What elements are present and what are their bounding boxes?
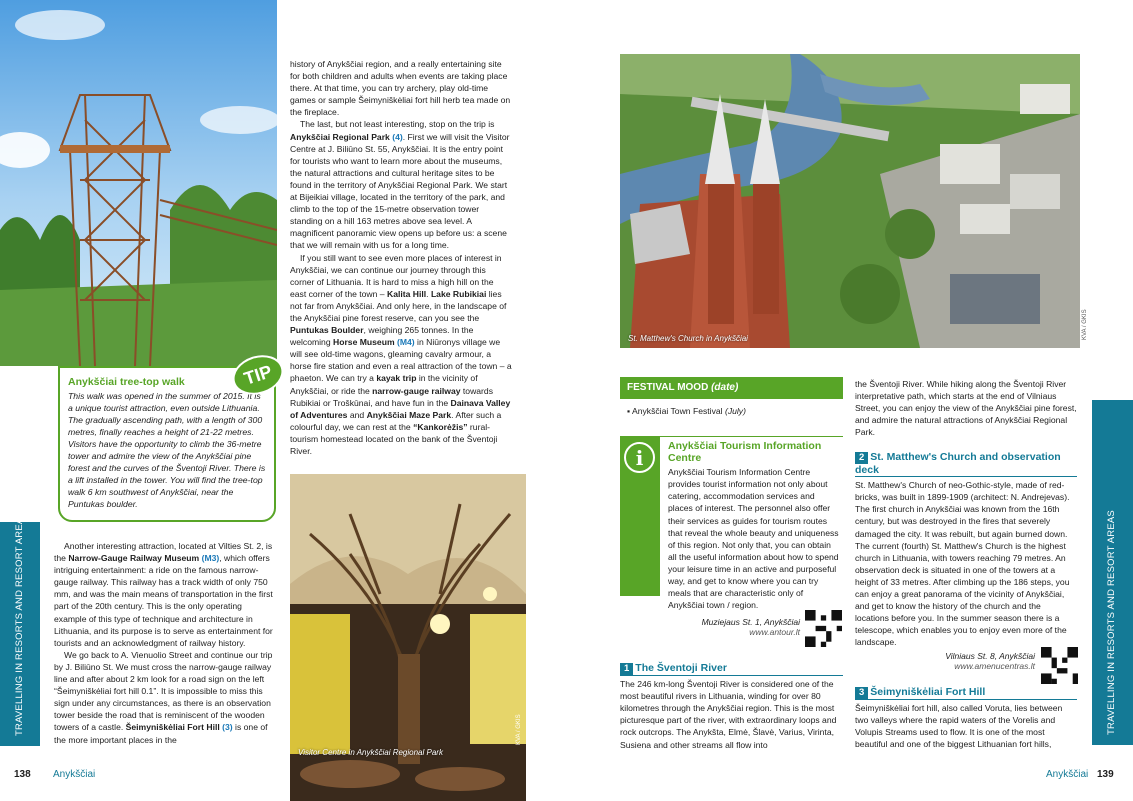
river-heading [620,662,843,676]
info-icon: i [624,442,655,473]
festival-item [627,406,746,416]
festival-title: FESTIVAL MOOD [627,382,709,393]
narrow-gauge-museum-name: Narrow-Gauge Railway Museum [68,553,200,564]
paragraph [54,649,276,746]
left-side-tab-label: TRAVELLING IN RESORTS AND RESORT AREAS [14,511,25,736]
text-run: is one of the more important places in the [54,722,268,745]
festival-item-name: Anykščiai Town Festival [631,406,723,416]
paragraph [54,540,276,649]
fort-number-badge: 3 [855,687,868,699]
info-address: Muziejaus St. 1, Anykščiai [701,617,800,627]
right-side-tab-label: TRAVELLING IN RESORTS AND RESORT AREAS [1106,510,1117,735]
text-run: , which offers intriguing entertainment: a ride on the famous narrow-gauge railway. This railway has a track width of only 750 mm, and was the main means of transportation in the first part of the 20th century. This is the only operating example of this type of technique and architecture in Lithuania, and its purpose is to serve as entertainment for tourists and an acknowledgment of railway history. [54,553,273,648]
tree-top-tower-photo [0,0,277,366]
text-run: If you still want to see even more places of interest in Anykščiai, we can continue our journey through this corner of Lithuania. It is hard to miss a high hill on the east corner of the town – [290,252,502,299]
info-title: Anykščiai Tourism Information Centre [668,440,822,465]
text-run: . After such a colourful day, we can rest at the [290,409,502,432]
church-website[interactable]: www.amenucentras.lt [954,661,1035,671]
fort-section [855,686,1077,750]
map-ref: (3) [222,722,233,733]
bold-term: Anykščiai Maze Park [366,409,452,420]
right-side-tab [1092,400,1133,745]
tip-badge: TIP [227,349,288,401]
church-photo-credit: KVA / GKIS [1082,309,1088,340]
visitor-centre-credit: KVA / GKIS [516,714,522,745]
river-text: The 246 km-long Šventoji River is considered one of the most beautiful rivers in Lithuania, winding for over 80 kilometres through the Anykščiai region. This is the most picturesque part of the river, with extraordinary loops and rock outcrops. The Anykšta, Elmė, Šlavė, Varius, Virinta, Susiena and other streams all flow into [620,679,837,750]
bold-term: narrow-gauge railway [372,385,461,396]
river-text-continued: the Šventoji River. While hiking along the Šventoji River interpretative path, which starts at the end of Vilniaus Street, you can enjoy the view of the Anykščiai pine forest, and admire the natural attractions of Anykščiai Regional Park. [855,379,1077,438]
text-run: , weighing 265 tonnes. In the welcoming [290,325,474,348]
left-column-2-text [290,58,512,457]
info-website[interactable]: www.antour.lt [749,627,800,637]
bold-term: Dainava Valley of Adventures [290,397,511,420]
tree-top-tower-illustration [0,0,277,366]
bold-term: Horse Museum [333,337,395,348]
visitor-centre-caption: Visitor Centre in Anykščiai Regional Park [298,748,443,757]
regional-park-name: Anykščiai Regional Park [290,131,390,142]
festival-item-date: (July) [724,406,746,416]
church-aerial-photo [620,54,1080,348]
text-run: in Niūronys village we will see old-time wagons, gleaming cavalry armour, a horse fire station and even a real attraction of the town – a phaeton. We can try a [290,337,512,384]
tip-text: This walk was opened in the summer of 2015. It is a unique tourist attraction, even outside Lithuania. The gradually ascending path, with a length of 300 metres, finally reaches a height of 21-22 metres. Visitors have the opportunity to climb the 36-metre tower and admire the view of the Anykščiai pine forest and the curves of the Šventoji River. There is a lift installed in the tower. You will find the tree-top walk 6 km southwest of Anykščiai, near the Puntukas boulder. [68,391,266,509]
church-qr-code[interactable] [1041,647,1078,684]
fort-title: Šeimyniškėliai Fort Hill [870,686,986,698]
left-page-name: Anykščiai [53,769,96,780]
text-run: in the vicinity of Anykščiai, or ride the [290,373,478,396]
festival-title-suffix: (date) [711,382,739,393]
info-qr-code[interactable] [805,610,842,647]
text-run: The last, but not least interesting, stop on the trip is [300,119,495,130]
right-page-name: Anykščiai [1046,769,1089,780]
bold-term: Lake Rubikiai [430,288,487,299]
river-number-badge: 1 [620,663,633,675]
bold-term: “Kankorėžis” [413,421,468,432]
bold-term: kayak trip [376,373,417,384]
text-run: . First we will visit the Visitor Centre at J. Biliūno St. 55, Anykščiai. It is the entry point for tourists who want to learn more about the museums, the natural attractions and cultural heritage sites to be found in the territory of Anykščiai Regional Park. We start at Bijeikiai village, located in the territory of the park, and climb to the top of the 15-metre observation tower standing on a hill 163 metres above sea level. A magnificent panoramic view opens up before us: a scene that we will remain with us for a long time. [290,131,510,251]
bold-term: Kalita Hill [386,288,427,299]
text-run: rural-tourism homestead located on the bank of the Šventoji River. [290,421,498,456]
church-photo-caption: St. Matthew's Church in Anykščiai [628,334,748,343]
festival-mood-header [620,377,843,399]
church-number-badge: 2 [855,452,868,464]
bold-term: Puntukas Boulder [290,325,364,336]
river-section [620,662,843,751]
church-aerial-illustration [620,54,1080,348]
paragraph: history of Anykščiai region, and a really entertaining site for both children and adults when events are taking place there. At that time, you can try archery, play old-time games or sample Šeimyniškėliai fort hill herb tea made on the fireplace. [290,59,511,118]
river-title: The Šventoji River [635,662,727,674]
church-section [855,451,1077,649]
church-title: St. Matthew's Church and observation deck [855,451,1061,477]
church-text: St. Matthew's Church of neo-Gothic-style, made of red-bricks, was built in 1899-1909 (architect: N. Andrejevas). The first church in Anykščiai was known from the 16th century, but was destroyed in the fires that severely damaged the city. It was rebuilt, but again burned down. The current (fourth) St. Matthew's Church is the highest church in Lithuania, with towers reaching 79 metres. An observation deck is situated in one of the towers at a height of 33 metres. After climbing up the 186 steps, you can enjoy a great panorama of the vicinity of Anykščiai, and get to know the history of the church and the locations before you. In the summer season there is a telescope, which enables you to enjoy even more of the landscape. [855,480,1070,648]
paragraph [290,118,512,251]
church-address-block [895,651,1035,671]
text-run: We go back to A. Vienuolio Street and continue our trip by J. Biliūno St. We must cross the narrow-gauge railway line and after about 2 km look for a road sign on the left “Šeimyniškėliai fort hill 0.1”. It is impossible to miss this sign under any circumstances, as there is an observation tower beside the road that is reminiscent of the wooden towers of a castle. [54,649,273,733]
fort-text: Šeimyniškėliai fort hill, also called Voruta, lies between two valleys where the rapid waters of the Vorelis and Volupis Streams used to flow. It is one of the most beautiful and one of the biggest Lithuanian fort hills, [855,703,1063,750]
fort-hill-name: Šeimyniškėliai Fort Hill [125,722,220,733]
left-page-number: 138 [14,769,31,780]
text-run: lies not far from Anykščiai. And only here, in the landscape of the Anykščiai pine forest reserve, can you see the [290,288,507,323]
map-ref: (4) [392,131,403,142]
left-side-tab [0,511,40,746]
paragraph [290,252,512,458]
church-heading [855,451,1077,477]
tip-title: Anykščiai tree-top walk [68,376,185,388]
left-column-1-text [54,540,276,746]
text-run: Another interesting attraction, located at Vilties St. 2, is the [54,541,273,564]
right-page-number: 139 [1097,769,1114,780]
text-run: and [347,409,367,420]
church-address: Vilniaus St. 8, Anykščiai [945,651,1035,661]
text-run: towards Rubikiai or Troškūnai, and have fun in the [290,385,493,408]
bullet-icon: ▪ [627,406,632,416]
info-address-block [660,617,800,637]
map-ref: (M4) [397,337,415,348]
fort-heading [855,686,1077,700]
info-text: Anykščiai Tourism Information Centre provides tourist information not only about catering, accommodation services and places of interest. The personnel also offer their services as guides for tourism routes that reveal the whole beauty and uniqueness of this region. Not only that, you can obtain all the useful information about how to spend your leisure time in an active and purposeful way, and get to know where you can try meals that are characteristic only of Anykščiai town / region. [668,467,839,611]
text-run: . [426,288,431,299]
map-ref: (M3) [201,553,220,564]
